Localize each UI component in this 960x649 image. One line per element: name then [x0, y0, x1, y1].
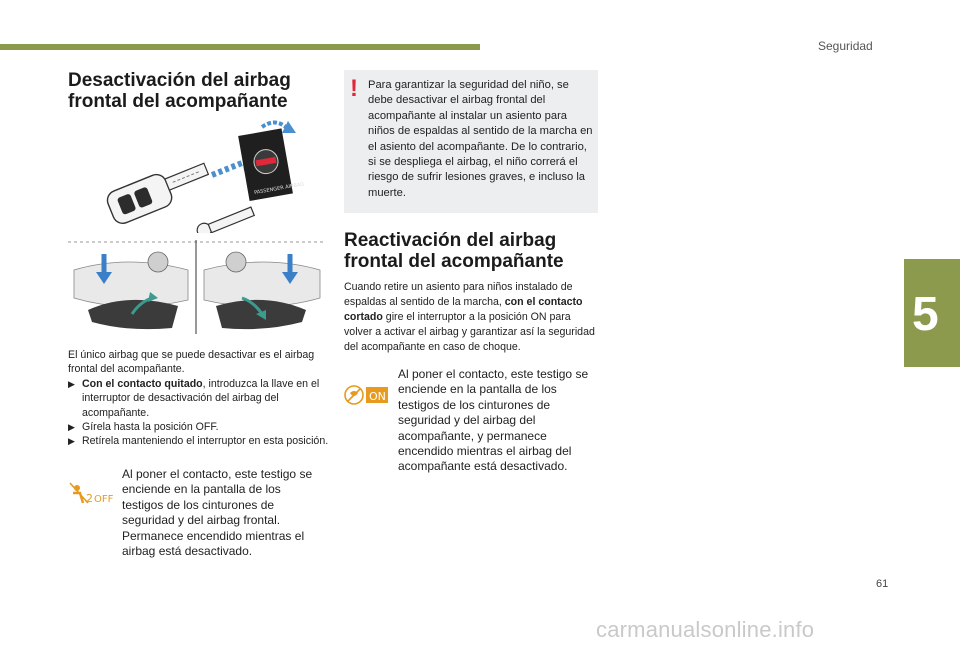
deactivation-instructions — [68, 348, 336, 449]
airbag-off-warning-icon — [68, 467, 122, 559]
reactivation-heading — [344, 230, 594, 272]
page-number: 61 — [876, 578, 889, 590]
off-label: OFF — [94, 494, 114, 505]
reactivation-text-part2: gire el interruptor a la posición ON para volver a activar el airbag y garantizar así la seguridad del acompañante en caso de choque. — [344, 311, 595, 353]
svg-text:2: 2 — [86, 492, 93, 505]
bullet-arrow-icon: ▶ — [68, 422, 75, 433]
intro-text: El único airbag que se puede desactivar es el airbag frontal del acompañante. — [68, 349, 315, 376]
airbag-on-indicator-text: Al poner el contacto, este testigo se enciende en la pantalla de los testigos de los cinturones de seguridad y del airbag del acompañante, y permanece encendido mientras el airbag del acompañante está desactivado. — [398, 367, 589, 474]
step-item — [68, 434, 336, 448]
child-seat-warning-text: Para garantizar la seguridad del niño, se debe desactivar el airbag frontal del acompañante al instalar un asiento para niños de espaldas al sentido de la marcha en el asiento del acompañante. De lo contrario, si se despliega el airbag, el niño correrá el riesgo de sufrir lesiones graves, e incluso la muerte. — [368, 79, 593, 199]
airbag-on-warning-icon — [344, 367, 398, 475]
chapter-tab — [904, 259, 960, 367]
section-title: Seguridad — [818, 39, 873, 53]
header-accent-bar — [0, 44, 480, 50]
on-label: ON — [369, 390, 386, 403]
chapter-number: 5 — [912, 288, 939, 341]
reactivation-heading-line2: frontal del acompañante — [344, 251, 564, 272]
key-switch-illustration — [92, 115, 306, 233]
reactivation-paragraph — [344, 280, 600, 355]
reactivation-text-bold: con el contacto cortado — [344, 296, 583, 323]
warning-exclamation-icon: ! — [350, 75, 358, 102]
child-seat-warning-box — [344, 70, 598, 213]
reactivation-text-part1: Cuando retire un asiento para niños instalado de espaldas al sentido de la marcha, — [344, 281, 573, 308]
bullet-arrow-icon: ▶ — [68, 436, 75, 447]
bullet-arrow-icon: ▶ — [68, 378, 75, 389]
switch-label: PASSENGER AIRBAG — [253, 181, 305, 197]
deactivation-heading — [68, 70, 338, 112]
deactivation-heading-line2: frontal del acompañante — [68, 91, 288, 112]
dashboard-illustration — [68, 240, 326, 334]
step-3-text: Retírela manteniendo el interruptor en esta posición. — [82, 435, 329, 448]
step-1-text: , introduzca la llave en el interruptor de desactivación del airbag del acompañante. — [82, 377, 320, 419]
step-item — [68, 420, 336, 434]
step-2-text: Gírela hasta la posición OFF. — [82, 421, 219, 434]
step-1-bold: Con el contacto quitado — [82, 377, 203, 390]
airbag-on-indicator-block — [344, 367, 596, 475]
step-item — [68, 377, 336, 420]
watermark: carmanualsonline.info — [596, 617, 815, 642]
airbag-off-indicator-block — [68, 467, 318, 559]
deactivation-heading-line1: Desactivación del airbag — [68, 70, 291, 91]
reactivation-heading-line1: Reactivación del airbag — [344, 230, 557, 251]
airbag-off-indicator-text: Al poner el contacto, este testigo se enciende en la pantalla de los testigos de los cinturones de seguridad y del airbag frontal. Permanece encendido mientras el airbag está desactivado. — [122, 467, 313, 559]
